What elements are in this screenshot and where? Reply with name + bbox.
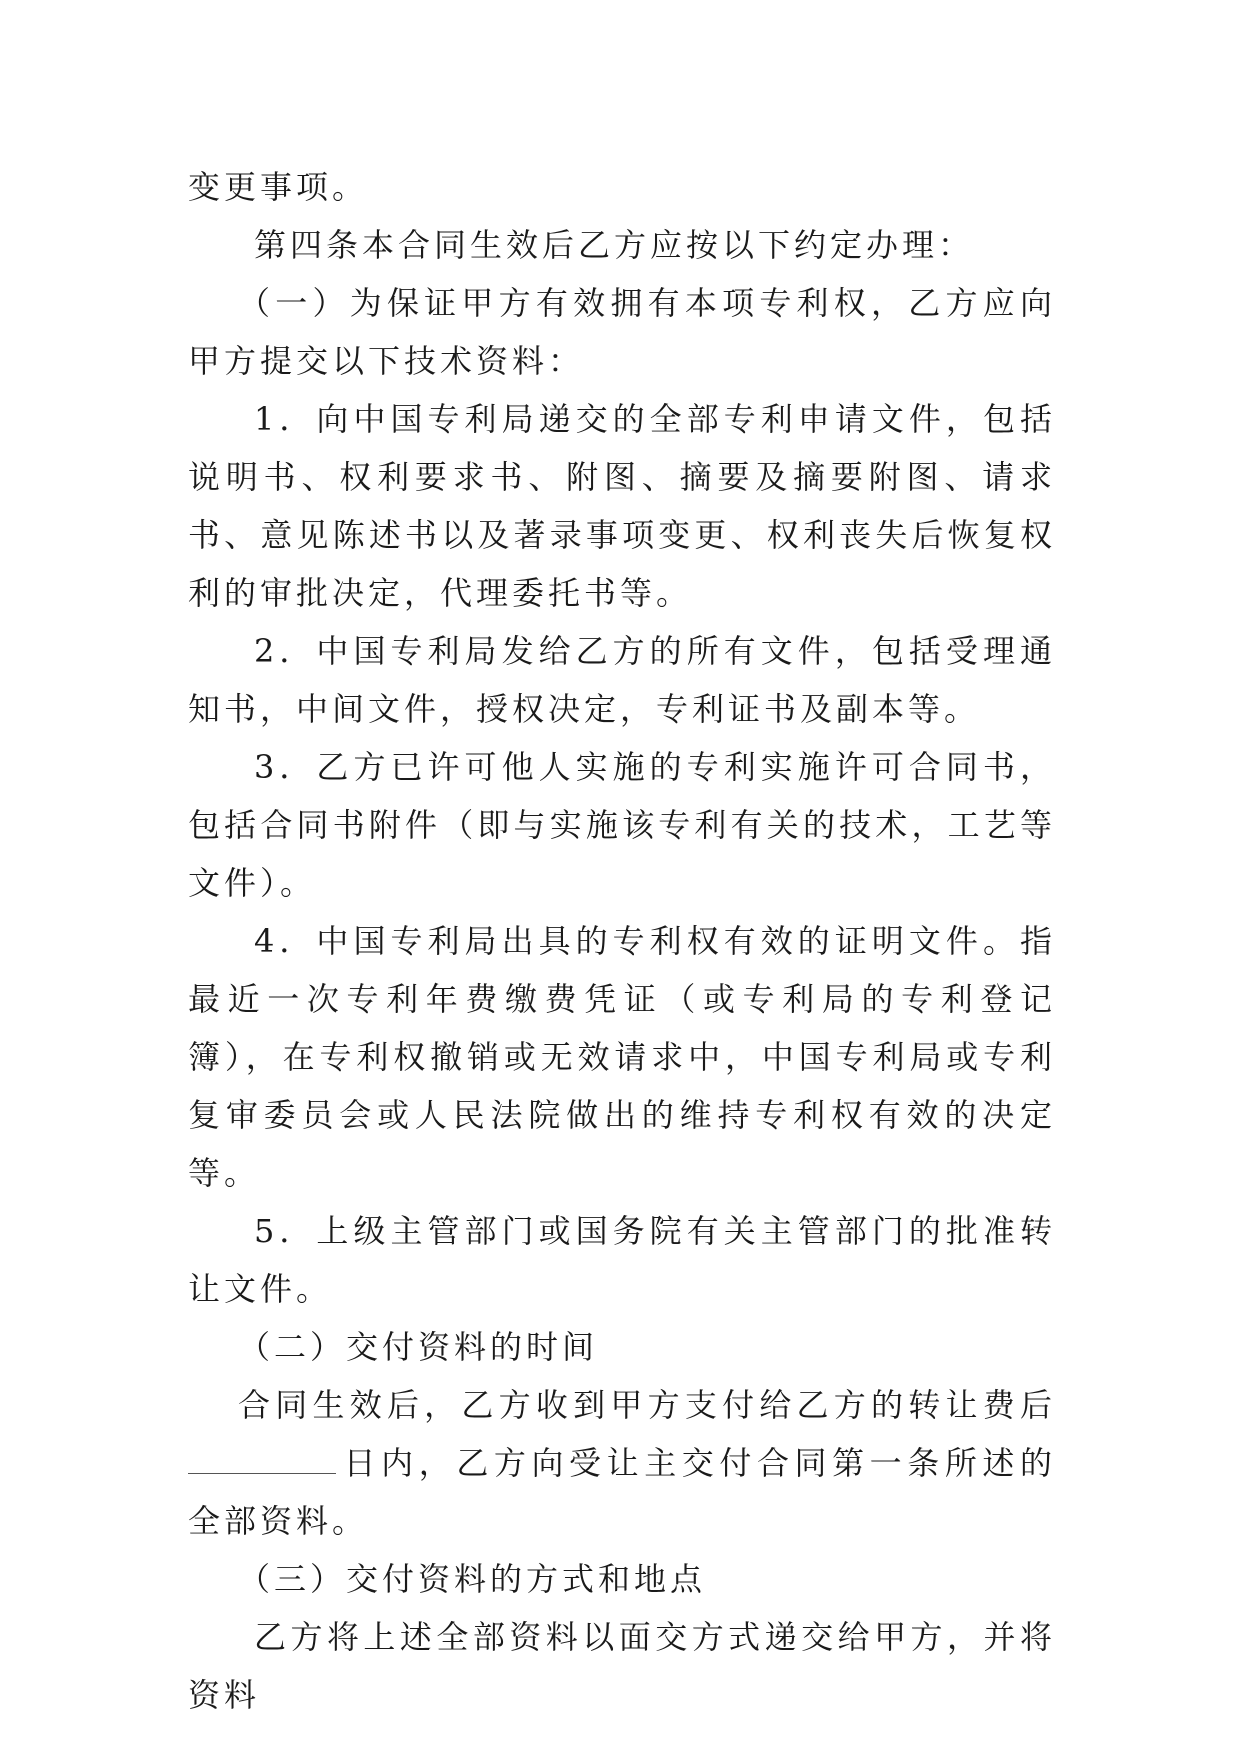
item-1-application-documents: 1．向中国专利局递交的全部专利申请文件，包括说明书、权利要求书、附图、摘要及摘要附图、请求书、意见陈述书以及著录事项变更、权利丧失后恢复权利的审批决定，代理委托书等。 [188, 400, 1056, 612]
clause-three-heading: （三）交付资料的方式和地点 [238, 1560, 707, 1598]
paragraph-continuation: 变更事项。 [188, 168, 369, 206]
clause-two-body-part1: 合同生效后，乙方收到甲方支付给乙方的转让费后 [238, 1386, 1056, 1424]
clause-two-body [188, 1376, 1056, 1550]
item-5-approval-documents: 5．上级主管部门或国务院有关主管部门的批准转让文件。 [188, 1212, 1056, 1308]
clause-two-body-part2: 日内，乙方向受让主交付合同第一条所述的全部资料。 [188, 1444, 1056, 1540]
document-body [188, 158, 1056, 1724]
fill-in-blank-days [188, 1443, 336, 1474]
clause-one-technical-materials: （一）为保证甲方有效拥有本项专利权，乙方应向甲方提交以下技术资料： [188, 284, 1056, 380]
item-2-patent-office-documents: 2．中国专利局发给乙方的所有文件，包括受理通知书，中间文件，授权决定，专利证书及副本等。 [188, 632, 1056, 728]
item-4-validity-proof: 4．中国专利局出具的专利权有效的证明文件。指最近一次专利年费缴费凭证（或专利局的专利登记簿），在专利权撤销或无效请求中，中国专利局或专利复审委员会或人民法院做出的维持专利权有效的决定等。 [188, 922, 1056, 1192]
clause-three-body: 乙方将上述全部资料以面交方式递交给甲方，并将资料 [188, 1618, 1056, 1714]
item-3-license-contracts: 3．乙方已许可他人实施的专利实施许可合同书，包括合同书附件（即与实施该专利有关的技术，工艺等文件）。 [188, 748, 1056, 902]
article-four-heading: 第四条本合同生效后乙方应按以下约定办理： [254, 226, 975, 264]
clause-two-heading: （二）交付资料的时间 [238, 1328, 599, 1366]
